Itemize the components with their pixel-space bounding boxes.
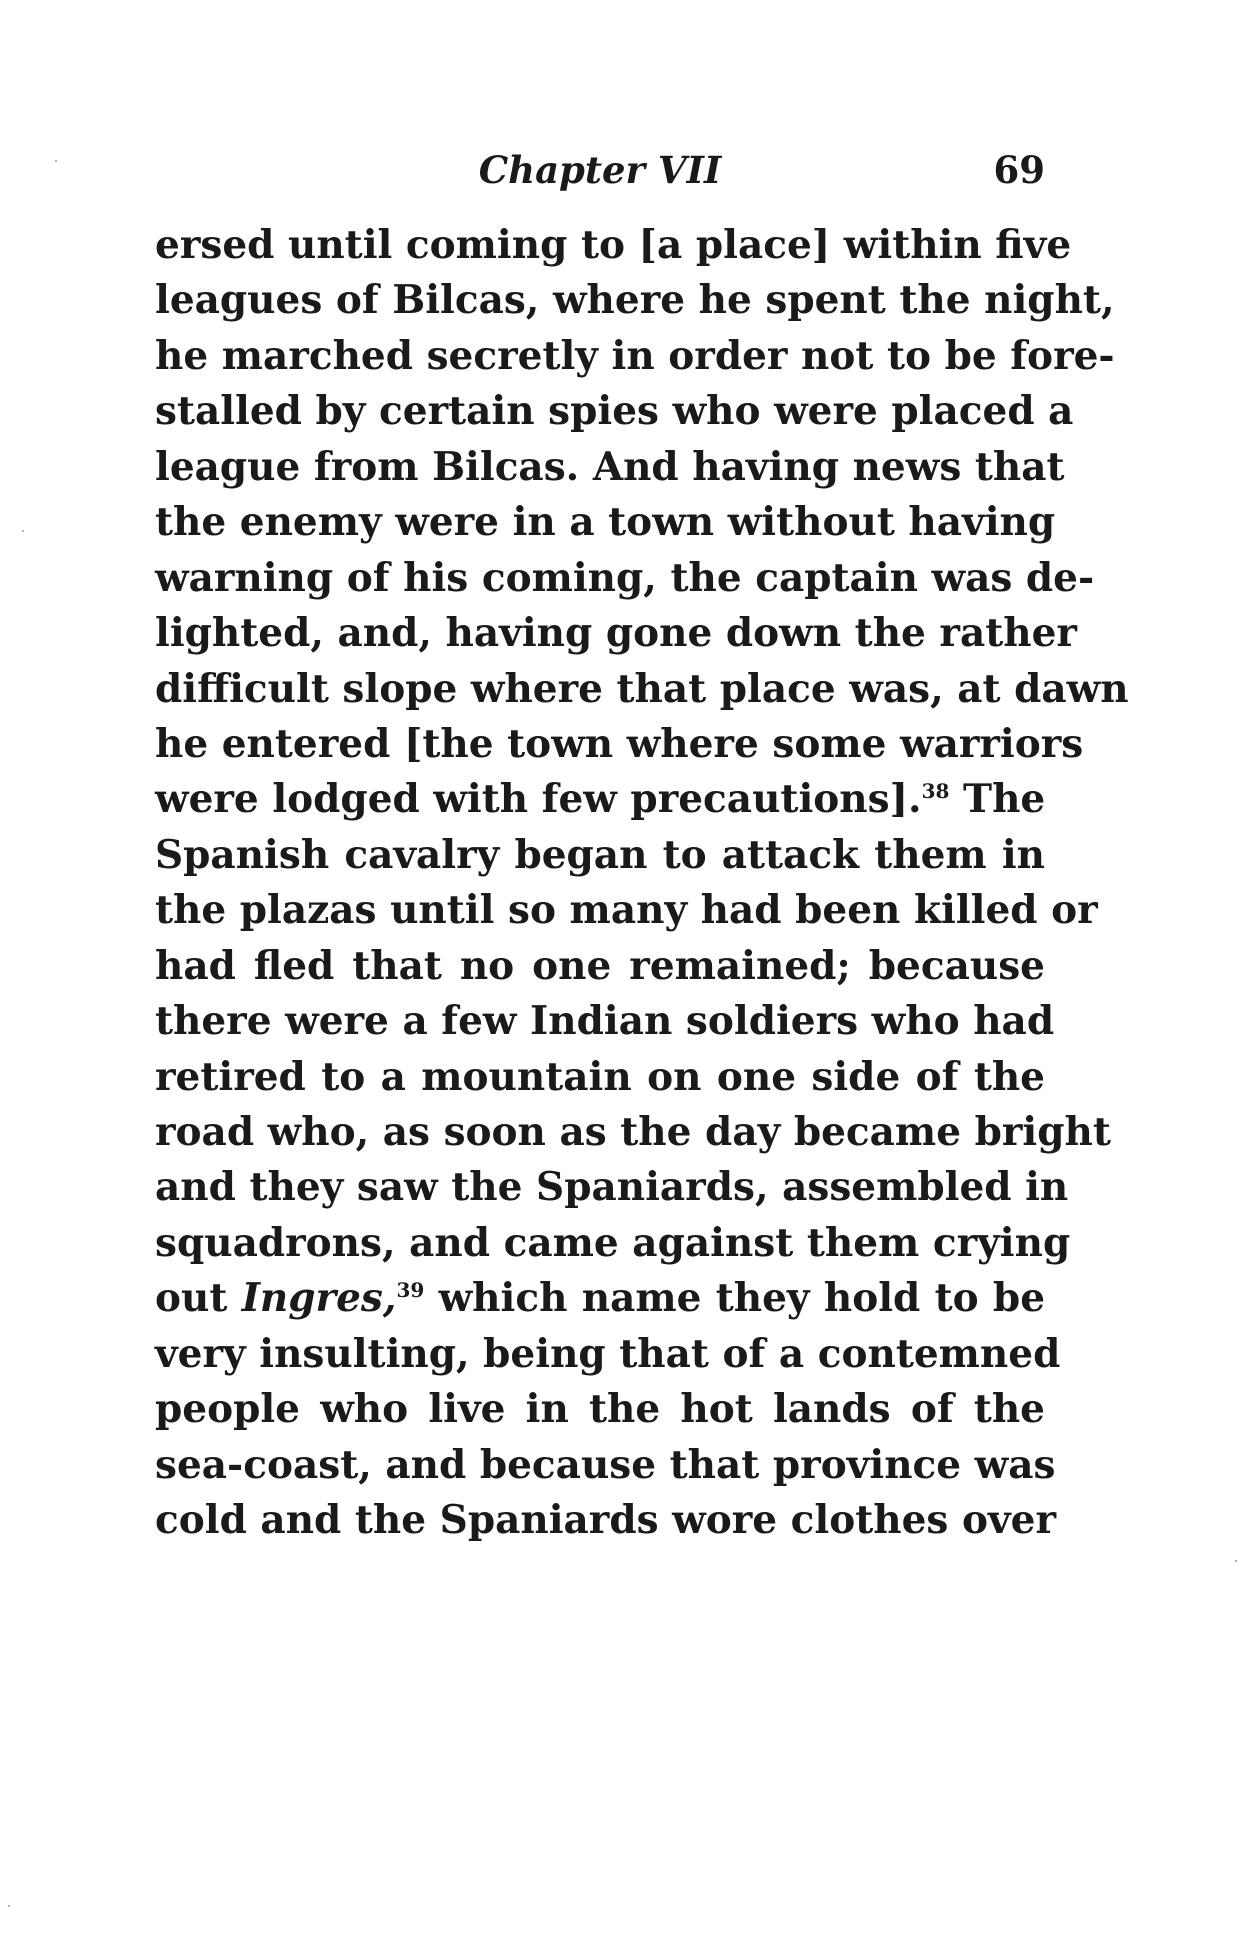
- scan-speck: [1235, 1560, 1237, 1562]
- scan-speck: [22, 530, 24, 532]
- text-line: difficult slope where that place was, at dawn: [155, 665, 1129, 712]
- text-line: stalled by certain spies who were placed a: [155, 388, 1074, 435]
- text-line: retired to a mountain on one side of the: [155, 1053, 1045, 1100]
- text-line-with-footnote: [155, 772, 1045, 827]
- text-line: very insulting, being that of a contemned: [155, 1330, 1061, 1377]
- text-line: the enemy were in a town without having: [155, 499, 1056, 546]
- text-line: there were a few Indian soldiers who had: [155, 998, 1055, 1045]
- text-line: warning of his coming, the captain was de-: [155, 554, 1095, 601]
- footnote-marker: 39: [396, 1278, 425, 1303]
- text-line: Spanish cavalry began to attack them in: [155, 831, 1045, 878]
- text-line: ersed until coming to [a place] within five: [155, 222, 1072, 268]
- italic-word: Ingres,: [241, 1275, 397, 1322]
- text-segment: which name they hold to be: [438, 1275, 1046, 1322]
- running-head: [155, 140, 1045, 200]
- footnote-marker: 38: [921, 779, 950, 804]
- text-line: league from Bilcas. And having news that: [155, 443, 1065, 490]
- text-segment: were lodged with few precautions].: [155, 776, 922, 823]
- text-line: sea-coast, and because that province was: [155, 1441, 1056, 1488]
- chapter-title: Chapter VII: [478, 148, 722, 192]
- text-line: cold and the Spaniards wore clothes over: [155, 1497, 1056, 1544]
- text-line: people who live in the hot lands of the: [155, 1386, 1045, 1433]
- text-line: he entered [the town where some warriors: [155, 720, 1084, 767]
- body-text: [155, 218, 1129, 1549]
- text-line: and they saw the Spaniards, assembled in: [155, 1164, 1069, 1211]
- scan-speck: [8, 1905, 10, 1907]
- text-line: squadrons, and came against them crying: [155, 1219, 1071, 1266]
- text-line: the plazas until so many had been killed or: [155, 887, 1098, 934]
- text-line: had fled that no one remained; because: [155, 942, 1045, 989]
- text-line-with-footnote: [155, 1271, 1045, 1326]
- text-segment: The: [963, 776, 1046, 823]
- text-line: he marched secretly in order not to be fore-: [155, 332, 1115, 379]
- text-line: lighted, and, having gone down the rather: [155, 610, 1077, 657]
- text-segment: out: [155, 1275, 242, 1322]
- page-number: 69: [993, 148, 1045, 192]
- scan-speck: [55, 160, 57, 162]
- text-line: leagues of Bilcas, where he spent the night,: [155, 277, 1115, 324]
- text-line: road who, as soon as the day became bright: [155, 1109, 1111, 1155]
